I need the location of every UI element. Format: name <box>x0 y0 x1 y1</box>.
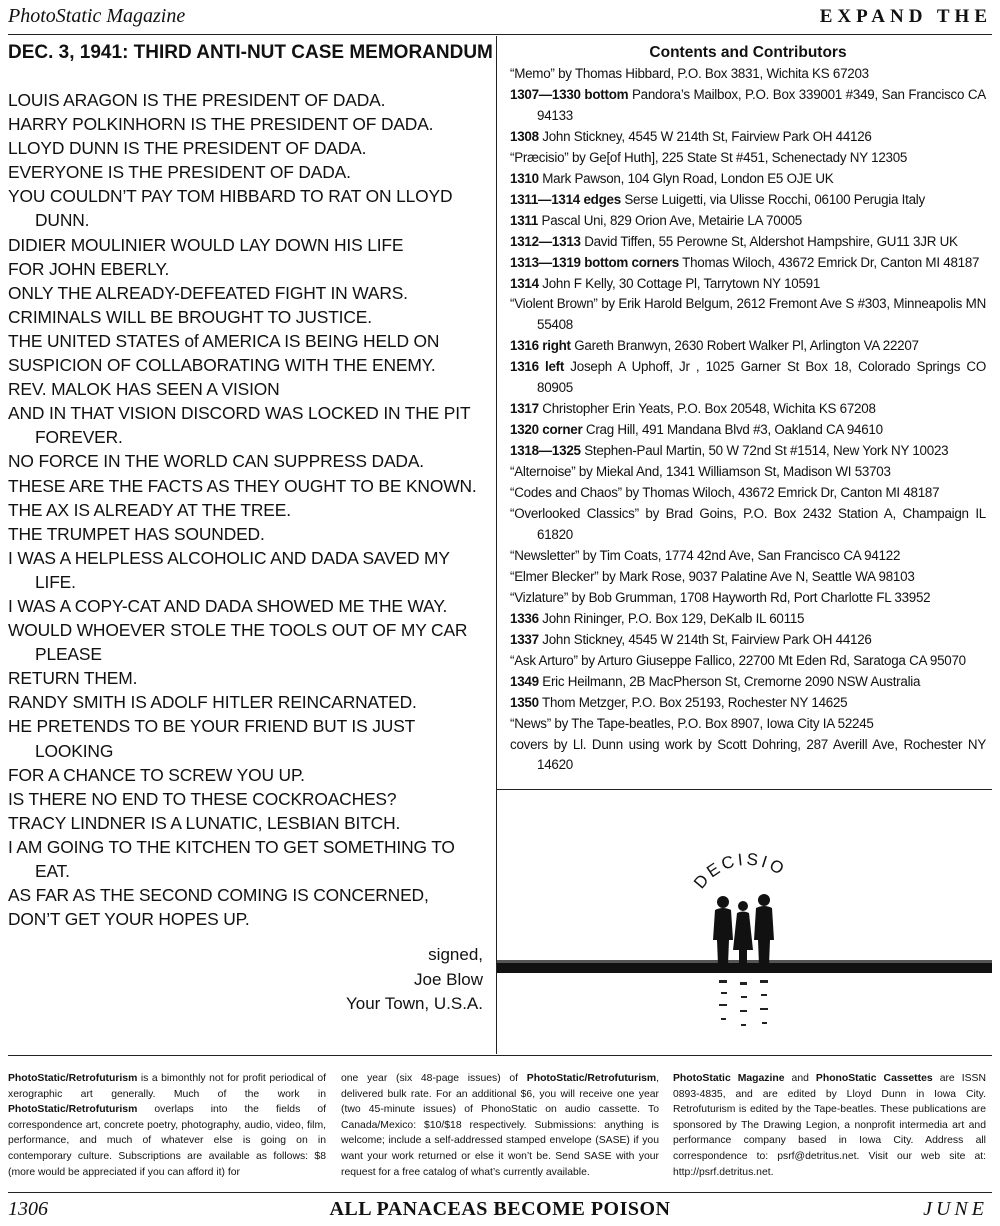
memo-line: RANDY SMITH IS ADOLF HITLER REINCARNATED. <box>8 692 417 713</box>
contents-page-ref: 1316 right <box>510 338 571 354</box>
contents-entry: 1316 right Gareth Branwyn, 2630 Robert Walker Pl, Arlington VA 22207 <box>510 338 919 354</box>
contents-entry: “Ask Arturo” by Arturo Giuseppe Fallico, 22700 Mt Eden Rd, Saratoga CA 95070 <box>510 652 966 668</box>
contents-entry: “Memo” by Thomas Hibbard, P.O. Box 3831, Wichita KS 67203 <box>510 66 869 81</box>
memo-column <box>8 42 493 1017</box>
page-number: 1306 <box>8 1198 48 1220</box>
memo-line: THE UNITED STATES of AMERICA IS BEING HELD ON <box>8 330 440 351</box>
contents-page-ref: 1350 <box>510 694 539 710</box>
contents-entry: 1307—1330 bottom Pandora’s Mailbox, P.O. Box 339001 #349, San Francisco CA 94133 <box>510 86 986 123</box>
memo-line: THESE ARE THE FACTS AS THEY OUGHT TO BE KNOWN. <box>8 475 477 496</box>
contents-entry: “Elmer Blecker” by Mark Rose, 9037 Palatine Ave N, Seattle WA 98103 <box>510 568 915 584</box>
contents-page-ref: 1316 left <box>510 359 565 375</box>
colophon-bold: PhotoStatic Magazine <box>673 1073 785 1084</box>
memo-line: DIDIER MOULINIER WOULD LAY DOWN HIS LIFE <box>8 234 404 255</box>
contents-page-ref: 1312—1313 <box>510 233 581 249</box>
memo-line: LOUIS ARAGON IS THE PRESIDENT OF DADA. <box>8 90 386 110</box>
memo-line: HE PRETENDS TO BE YOUR FRIEND BUT IS JUST LOOKING <box>8 716 415 761</box>
contents-page-ref: 1313—1319 bottom corners <box>510 254 679 270</box>
signature-line: signed, <box>428 945 483 965</box>
contents-entry: 1314 John F Kelly, 30 Cottage Pl, Tarrytown NY 10591 <box>510 275 821 291</box>
memo-line: I WAS A HELPLESS ALCOHOLIC AND DADA SAVED MY LIFE. <box>8 547 450 592</box>
contents-entry: “Violent Brown” by Erik Harold Belgum, 2612 Fremont Ave S #303, Minneapolis MN 55408 <box>510 296 986 333</box>
contents-entry: 1308 John Stickney, 4545 W 214th St, Fairview Park OH 44126 <box>510 128 872 144</box>
contents-entry: 1337 John Stickney, 4545 W 214th St, Fairview Park OH 44126 <box>510 631 872 647</box>
contents-list <box>510 64 986 776</box>
memo-line: THE TRUMPET HAS SOUNDED. <box>8 523 265 544</box>
memo-title: DEC. 3, 1941: THIRD ANTI-NUT CASE MEMORANDUM <box>8 42 493 63</box>
contents-entry: “Præcisio” by Ge[of Huth], 225 State St #451, Schenectady NY 12305 <box>510 149 908 165</box>
contents-page-ref: 1349 <box>510 673 539 689</box>
memo-line: FOR A CHANCE TO SCREW YOU UP. <box>8 764 305 785</box>
signature-line: Joe Blow <box>414 969 483 989</box>
contents-page-ref: 1337 <box>510 631 539 647</box>
three-figures <box>713 894 774 965</box>
colophon-col-3: PhotoStatic Magazine and PhonoStatic Cassettes are ISSN 0893-4835, and are edited by Lloyd Dunn in Iowa City. Retrofuturism is edited by the Tape-beatles. These publications are sponsored by The Drawing Legion, a nonprofit intermedia art and performance company based in Iowa City. Address all correspondence to: psrf@detritus.net. Visit our web site at: http://psrf.detritus.net. <box>673 1073 986 1178</box>
contents-entry: “Overlooked Classics” by Brad Goins, P.O. Box 2432 Station A, Champaign IL 61820 <box>510 506 986 542</box>
footer-slogan: ALL PANACEAS BECOME POISON <box>329 1198 671 1220</box>
contents-entry: 1336 John Rininger, P.O. Box 129, DeKalb IL 60115 <box>510 610 805 626</box>
memo-line: IS THERE NO END TO THESE COCKROACHES? <box>8 788 397 809</box>
colophon-bold: PhotoStatic/Retrofuturism <box>8 1104 138 1116</box>
contents-page-ref: 1314 <box>510 275 539 291</box>
contents-page-ref: 1310 <box>510 170 539 186</box>
contents-entry: 1313—1319 bottom corners Thomas Wiloch, 43672 Emrick Dr, Canton MI 48187 <box>510 254 980 270</box>
contents-entry: “Vizlature” by Bob Grumman, 1708 Hayworth Rd, Port Charlotte FL 33952 <box>510 589 931 605</box>
decision-photo <box>497 800 992 1050</box>
memo-line: NO FORCE IN THE WORLD CAN SUPPRESS DADA. <box>8 451 424 472</box>
section-divider <box>497 789 992 790</box>
memo-signature <box>8 943 488 1017</box>
memo-line: WOULD WHOEVER STOLE THE TOOLS OUT OF MY CAR PLEASE <box>8 620 468 665</box>
memo-line: I WAS A COPY-CAT AND DADA SHOWED ME THE WAY. <box>8 595 448 616</box>
colophon-bold: PhonoStatic Cassettes <box>815 1073 933 1084</box>
memo-line: SUSPICION OF COLLABORATING WITH THE ENEMY. <box>8 355 436 376</box>
memo-line: THE AX IS ALREADY AT THE TREE. <box>8 499 291 520</box>
contents-entry: “Codes and Chaos” by Thomas Wiloch, 43672 Emrick Dr, Canton MI 48187 <box>510 485 940 501</box>
contents-page-ref: 1318—1325 <box>510 443 581 459</box>
contents-page-ref: 1336 <box>510 610 539 626</box>
memo-line: FOR JOHN EBERLY. <box>8 258 170 279</box>
contents-entry: 1317 Christopher Erin Yeats, P.O. Box 20548, Wichita KS 67208 <box>510 401 876 417</box>
contents-page-ref: 1311—1314 edges <box>510 191 621 207</box>
contents-entry: 1316 left Joseph A Uphoff, Jr , 1025 Garner St Box 18, Colorado Springs CO 80905 <box>510 359 986 396</box>
bottom-divider <box>8 1192 992 1193</box>
contents-entry: “News” by The Tape-beatles, P.O. Box 8907, Iowa City IA 52245 <box>510 715 874 731</box>
memo-line: LLOYD DUNN IS THE PRESIDENT OF DADA. <box>8 138 367 159</box>
memo-line: DON’T GET YOUR HOPES UP. <box>8 909 250 930</box>
reflections <box>719 980 768 1026</box>
signature-line: Your Town, U.S.A. <box>345 994 483 1014</box>
contents-entry: 1311 Pascal Uni, 829 Orion Ave, Metairie LA 70005 <box>510 212 802 228</box>
magazine-title: PhotoStatic Magazine <box>8 5 186 27</box>
contents-page-ref: 1308 <box>510 128 539 144</box>
page-header <box>8 0 992 35</box>
memo-lines <box>8 88 488 931</box>
contents-entry: 1312—1313 David Tiffen, 55 Perowne St, Aldershot Hampshire, GU11 3JR UK <box>510 233 958 249</box>
memo-line: ONLY THE ALREADY-DEFEATED FIGHT IN WARS. <box>8 282 408 303</box>
contents-entry: covers by Ll. Dunn using work by Scott Dohring, 287 Averill Ave, Rochester NY 14620 <box>510 736 986 773</box>
memo-line: HARRY POLKINHORN IS THE PRESIDENT OF DADA. <box>8 114 434 135</box>
memo-line: AS FAR AS THE SECOND COMING IS CONCERNED, <box>8 885 429 906</box>
contents-entry: 1350 Thom Metzger, P.O. Box 25193, Rochester NY 14625 <box>510 694 848 710</box>
memo-line: RETURN THEM. <box>8 668 138 689</box>
colophon-col-2: one year (six 48-page issues) of PhotoStatic/Retrofuturism, delivered bulk rate. For an additional $6, you will receive one year (two 45-minute issues) of PhonoStatic on audio cassette. To Canada/Mexico: $10/$18 respectively. Submissions: anything is welcome; include a self-addressed stamped envelope (SASE) if you want your work returned or else it won’t be. Send SASE with your request for a free catalog of what’s currently available. <box>341 1073 659 1178</box>
contents-entry: 1311—1314 edges Serse Luigetti, via Ulisse Rocchi, 06100 Perugia Italy <box>510 191 925 207</box>
contents-entry: 1320 corner Crag Hill, 491 Mandana Blvd #3, Oakland CA 94610 <box>510 422 883 438</box>
footer-divider <box>8 1055 992 1056</box>
decision-word: DECISIO <box>690 849 790 893</box>
contents-column <box>510 44 986 776</box>
contents-page-ref: 1311 <box>510 212 539 228</box>
contents-page-ref: 1307—1330 bottom <box>510 86 629 102</box>
contents-entry: 1349 Eric Heilmann, 2B MacPherson St, Cremorne 2090 NSW Australia <box>510 673 921 689</box>
decision-illustration <box>497 800 992 1050</box>
contents-page-ref: 1317 <box>510 401 539 417</box>
memo-line: AND IN THAT VISION DISCORD WAS LOCKED IN THE PIT FOREVER. <box>8 403 471 448</box>
memo-line: CRIMINALS WILL BE BROUGHT TO JUSTICE. <box>8 306 372 327</box>
memo-line: TRACY LINDNER IS A LUNATIC, LESBIAN BITCH. <box>8 812 401 833</box>
colophon-col-1: PhotoStatic/Retrofuturism is a bimonthly not for profit periodical of xerographic art generally. Much of the work in PhotoStatic/Retrofuturism overlaps into the fields of correspondence art, concrete poetry, photography, audio, video, film, performance, and much of whatever else is going on in contemporary culture. Subscriptions are available as follows: $8 (more would be appreciated if you can afford it) for <box>8 1073 326 1178</box>
memo-line: EVERYONE IS THE PRESIDENT OF DADA. <box>8 162 351 183</box>
running-head: EXPAND THE <box>819 6 992 27</box>
colophon-bold: PhotoStatic/Retrofuturism <box>8 1073 138 1084</box>
memo-line: I AM GOING TO THE KITCHEN TO GET SOMETHING TO EAT. <box>8 836 455 881</box>
memo-line: YOU COULDN’T PAY TOM HIBBARD TO RAT ON LLOYD DUNN. <box>8 186 453 231</box>
contents-title: Contents and Contributors <box>649 44 847 61</box>
contents-entry: “Newsletter” by Tim Coats, 1774 42nd Ave, San Francisco CA 94122 <box>510 547 901 563</box>
colophon-bold: PhotoStatic/Retrofuturism <box>526 1073 657 1084</box>
contents-entry: “Alternoise” by Miekal And, 1341 Williamson St, Madison WI 53703 <box>510 464 891 480</box>
contents-page-ref: 1320 corner <box>510 422 583 438</box>
contents-entry: 1310 Mark Pawson, 104 Glyn Road, London E5 OJE UK <box>510 170 834 186</box>
issue-month: JUNE <box>923 1198 988 1220</box>
contents-entry: 1318—1325 Stephen-Paul Martin, 50 W 72nd St #1514, New York NY 10023 <box>510 443 949 459</box>
memo-line: REV. MALOK HAS SEEN A VISION <box>8 379 280 400</box>
